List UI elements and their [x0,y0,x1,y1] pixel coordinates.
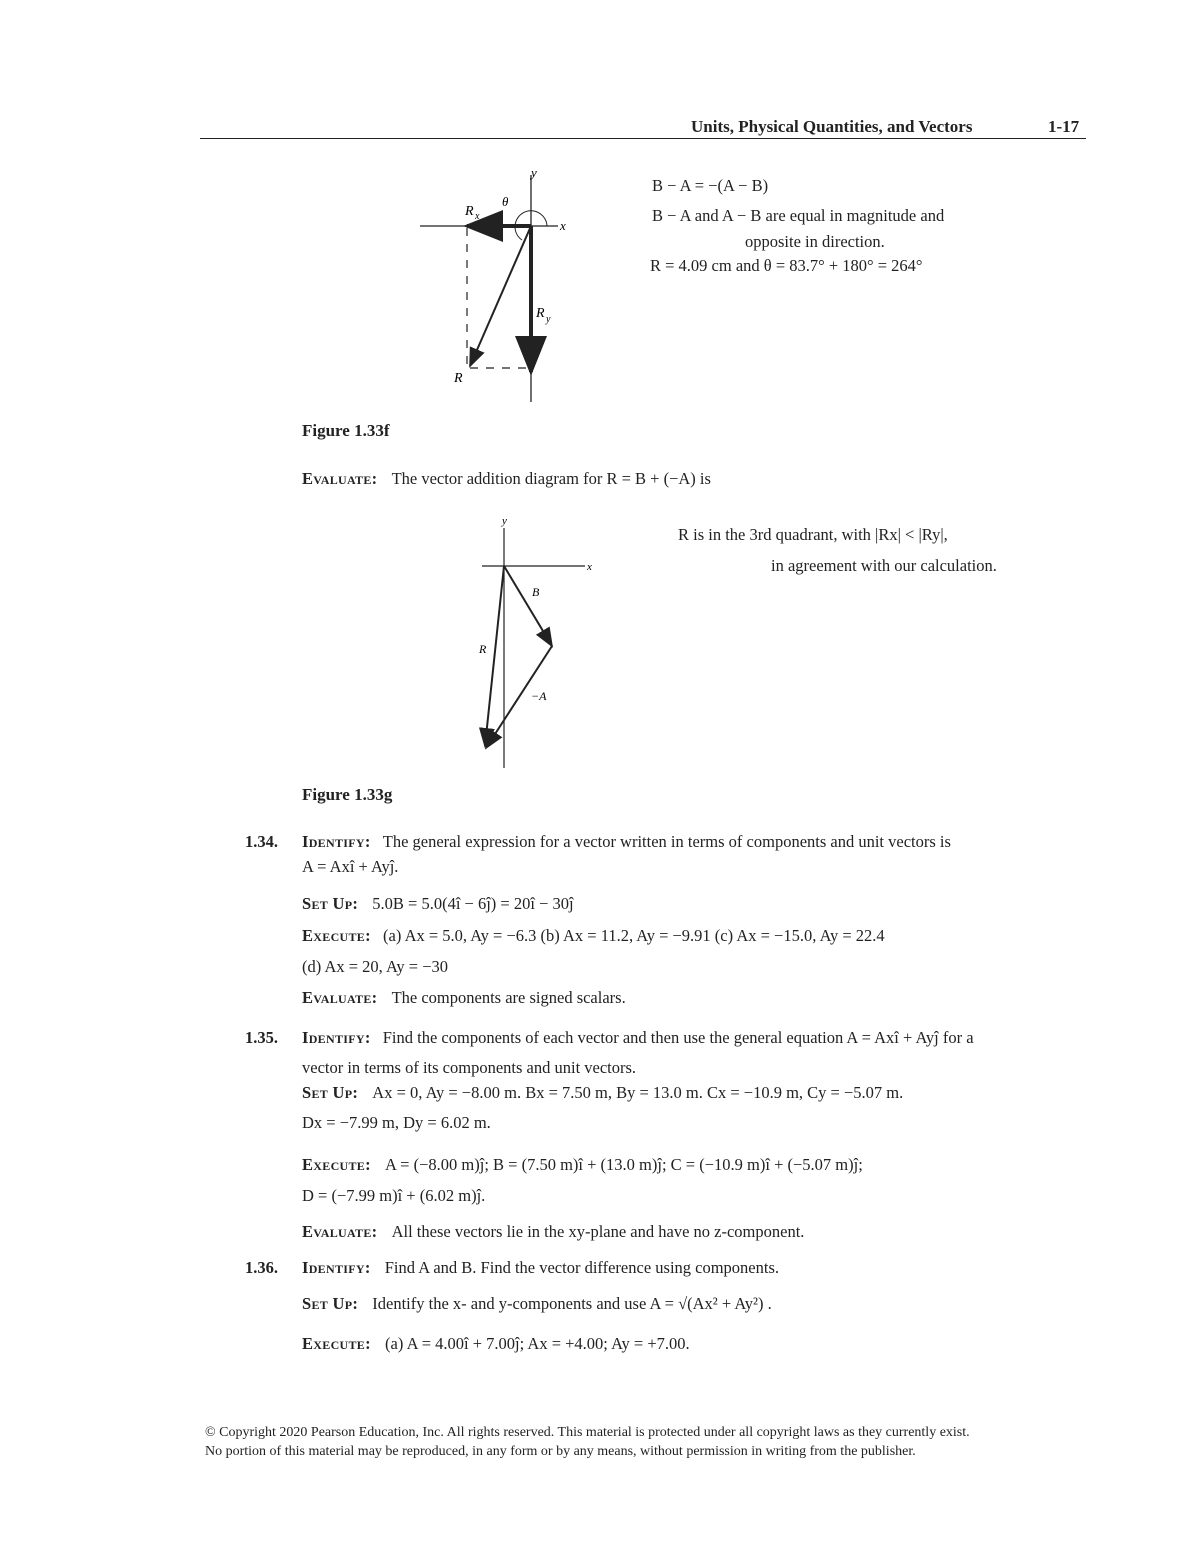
running-header-title: Units, Physical Quantities, and Vectors [691,117,973,136]
p135-identify-2: vector in terms of its components and unit vectors. [302,1058,637,1077]
fig33f-x-label: x [560,218,566,233]
fig33g-x-label: x [587,561,592,573]
copyright-line-1: © Copyright 2020 Pearson Education, Inc. All rights reserved. This material is protected under all copyright laws as they currently exist. [205,1425,970,1440]
p134-evaluate [302,988,626,1008]
evaluate-label: Evaluate: [302,1222,378,1241]
fig33f-ry-label: R [536,306,545,321]
header-rule [200,138,1086,139]
figure-1-33f-diagram [410,160,590,410]
fig33f-theta-label: θ [502,194,509,209]
execute-label: Execute: [302,1334,371,1353]
evaluate-label: Evaluate: [302,988,378,1007]
setup-label: Set Up: [302,1294,359,1313]
fig33f-rx-label: R [465,204,474,219]
page-number: 1-17 [1048,117,1080,136]
p134-execute [302,926,885,946]
setup-label: Set Up: [302,894,359,913]
p135-evaluate [302,1222,804,1242]
p135-setup-text: Ax = 0, Ay = −8.00 m. Bx = 7.50 m, By = 13.0 m. Cx = −10.9 m, Cy = −5.07 m. [372,1083,904,1102]
fig33g-note-1: R is in the 3rd quadrant, with |Rx| < |Ry|, [678,525,948,544]
evaluate-33-text: The vector addition diagram for R = B + (−A) is [391,469,711,488]
fig33g-note-2: in agreement with our calculation. [771,556,997,575]
p135-identify [302,1028,974,1048]
p136-setup-text: Identify the x- and y-components and use A = √(Ax² + Ay²) . [372,1294,772,1313]
fig33f-note-3: opposite in direction. [745,232,885,251]
p136-execute-text: (a) A = 4.00î + 7.00ĵ; Ax = +4.00; Ay = +7.00. [385,1334,690,1353]
figure-1-33f-caption: Figure 1.33f [302,421,390,440]
p134-execute-text: (a) Ax = 5.0, Ay = −6.3 (b) Ax = 11.2, Ay = −9.91 (c) Ax = −15.0, Ay = 22.4 [383,926,885,945]
fig33f-rx-sub: x [475,211,480,222]
fig33g-neg-a-label: −A [531,689,547,703]
p135-execute-2: D = (−7.99 m)î + (6.02 m)ĵ. [302,1186,486,1205]
setup-label: Set Up: [302,1083,359,1102]
p134-identify [302,832,951,852]
fig33f-ry-sub: y [546,314,551,325]
execute-label: Execute: [302,1155,371,1174]
p135-identify-text: Find the components of each vector and then use the general equation A = Axî + Ayĵ for a [382,1028,974,1047]
p134-setup [302,894,574,914]
evaluate-33 [302,469,711,489]
fig33g-r-label: R [479,642,487,656]
fig33g-y-label: y [502,515,507,527]
r-vector [470,226,531,366]
fig33f-note-1: B − A = −(A − B) [652,176,769,195]
p135-setup-2: Dx = −7.99 m, Dy = 6.02 m. [302,1113,491,1132]
p134-execute-2: (d) Ax = 20, Ay = −30 [302,957,449,976]
p135-setup [302,1083,903,1103]
fig33f-r-label: R [454,371,463,386]
p136-execute [302,1334,690,1354]
problem-1-35-number: 1.35. [245,1028,278,1047]
p135-evaluate-text: All these vectors lie in the xy-plane and have no z-component. [391,1222,805,1241]
r-vector [485,566,504,746]
p135-execute [302,1155,863,1175]
p136-identify-text: Find A and B. Find the vector difference using components. [384,1258,780,1277]
evaluate-label: Evaluate: [302,469,378,488]
p134-evaluate-text: The components are signed scalars. [391,988,626,1007]
identify-label: Identify: [302,832,371,851]
fig33g-b-label: B [532,585,540,599]
problem-1-36-number: 1.36. [245,1258,278,1277]
p134-identify-eq: A = Axî + Ayĵ. [302,857,399,876]
b-vector [504,566,552,646]
fig33f-note-4: R = 4.09 cm and θ = 83.7° + 180° = 264° [650,256,923,275]
copyright-line-2: No portion of this material may be reproduced, in any form or by any means, without permission in writing from the publisher. [205,1444,916,1459]
p136-identify [302,1258,779,1278]
figure-1-33g-caption: Figure 1.33g [302,785,393,804]
identify-label: Identify: [302,1258,371,1277]
p135-execute-text: A = (−8.00 m)ĵ; B = (7.50 m)î + (13.0 m)ĵ; C = (−10.9 m)î + (−5.07 m)ĵ; [385,1155,863,1174]
figure-1-33g-diagram [470,510,620,775]
fig33f-note-2: B − A and A − B are equal in magnitude and [652,206,945,225]
fig33f-y-label: y [531,165,537,180]
identify-label: Identify: [302,1028,371,1047]
p134-identify-text: The general expression for a vector written in terms of components and unit vectors is [382,832,951,851]
p134-setup-text: 5.0B = 5.0(4î − 6ĵ) = 20î − 30ĵ [372,894,574,913]
p136-setup [302,1294,772,1314]
problem-1-34-number: 1.34. [245,832,278,851]
execute-label: Execute: [302,926,371,945]
